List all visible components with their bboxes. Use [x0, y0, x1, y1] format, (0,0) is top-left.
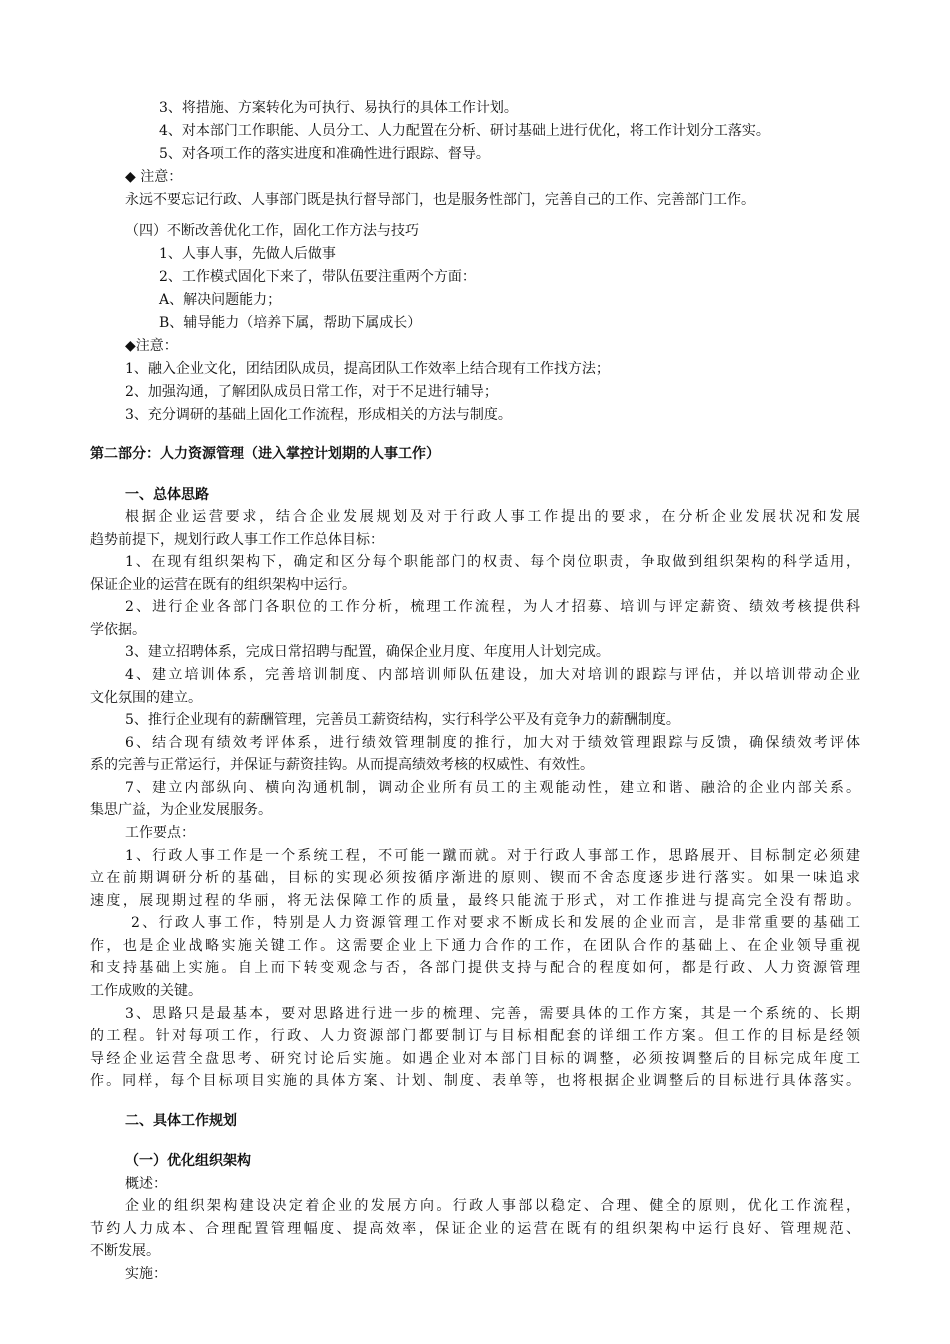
text-line: 速度，展现期过程的华丽，将无法保障工作的质量，最终只能流于形式，对工作推进与提高完全没有帮助。 — [90, 893, 860, 909]
text-line: 1、在现有组织架构下，确定和区分每个职能部门的权责、每个岗位职责，争取做到组织架构的科学适用， — [125, 554, 860, 570]
text-line: 保证企业的运营在既有的组织架构中运行。 — [90, 577, 356, 593]
text-line: 3、将措施、方案转化为可执行、易执行的具体工作计划。 — [159, 100, 518, 116]
section-heading: 二、具体工作规划 — [125, 1113, 237, 1129]
text-line: 趋势前提下，规划行政人事工作工作总体目标： — [90, 532, 384, 548]
text-line: 2、进行企业各部门各职位的工作分析，梳理工作流程，为人才招募、培训与评定薪资、绩效考核提供科 — [125, 599, 860, 615]
text-line: 2、工作模式固化下来了，带队伍要注重两个方面： — [159, 269, 476, 285]
text-line: A、解决问题能力； — [159, 292, 282, 308]
text-line: 永远不要忘记行政、人事部门既是执行督导部门，也是服务性部门，完善自己的工作、完善部门工作。 — [125, 192, 755, 208]
text-line: 作，也是企业战略实施关键工作。这需要企业上下通力合作的工作，在团队合作的基础上、在企业领导重视 — [90, 938, 860, 954]
text-line: 7、建立内部纵向、横向沟通机制，调动企业所有员工的主观能动性，建立和谐、融洽的企业内部关系。 — [125, 780, 860, 796]
text-line: 文化氛围的建立。 — [90, 690, 202, 706]
text-line: 6、结合现有绩效考评体系，进行绩效管理制度的推行，加大对于绩效管理跟踪与反馈，确保绩效考评体 — [125, 735, 860, 751]
text-line: 1、融入企业文化，团结团队成员，提高团队工作效率上结合现有工作找方法； — [125, 361, 610, 377]
text-line: 4、对本部门工作职能、人员分工、人力配置在分析、研讨基础上进行优化，将工作计划分工落实。 — [159, 123, 770, 139]
text-line: 2、行政人事工作，特别是人力资源管理工作对要求不断成长和发展的企业而言，是非常重要的基础工 — [131, 915, 860, 931]
text-line: 集思广益，为企业发展服务。 — [90, 802, 272, 818]
text-line: 立在前期调研分析的基础，目标的实现必须按循序渐进的原则、锲而不舍态度逐步进行落实。如果一味追求 — [90, 870, 860, 886]
text-line: 工作要点： — [125, 825, 195, 841]
text-line: 不断发展。 — [90, 1243, 160, 1259]
text-line: 和支持基础上实施。自上而下转变观念与否，各部门提供支持与配合的程度如何，都是行政、人力资源管理 — [90, 960, 860, 976]
text-line: 5、推行企业现有的薪酬管理，完善员工薪资结构，实行科学公平及有竞争力的薪酬制度。 — [125, 712, 680, 728]
text-line: 4、建立培训体系，完善培训制度、内部培训师队伍建设，加大对培训的跟踪与评估，并以培训带动企业 — [125, 667, 860, 683]
text-line: 5、对各项工作的落实进度和准确性进行跟踪、督导。 — [159, 146, 490, 162]
text-line: 工作成败的关键。 — [90, 983, 202, 999]
text-line: 3、思路只是最基本，要对思路进行进一步的梳理、完善，需要具体的工作方案，其是一个系统的、长期 — [125, 1006, 860, 1022]
text-line: 导经企业运营全盘思考、研究讨论后实施。如遇企业对本部门目标的调整，必须按调整后的目标完成年度工 — [90, 1051, 860, 1067]
text-line: 节约人力成本、合理配置管理幅度、提高效率，保证企业的运营在既有的组织架构中运行良好、管理规范、 — [90, 1221, 860, 1237]
text-line: 1、行政人事工作是一个系统工程，不可能一蹴而就。对于行政人事部工作，思路展开、目标制定必须建 — [125, 848, 860, 864]
text-line: 作。同样，每个目标项目实施的具体方案、计划、制度、表单等，也将根据企业调整后的目标进行具体落实。 — [90, 1073, 860, 1089]
text-line: B、辅导能力（培养下属，帮助下属成长） — [159, 315, 422, 331]
section-heading: （四）不断改善优化工作，固化工作方法与技巧 — [125, 223, 419, 239]
text-line: 3、充分调研的基础上固化工作流程，形成相关的方法与制度。 — [125, 407, 512, 423]
text-line: 系的完善与正常运行，并保证与薪资挂钩。从而提高绩效考核的权威性、有效性。 — [90, 757, 594, 773]
part-heading: 第二部分：人力资源管理（进入掌控计划期的人事工作） — [90, 446, 440, 462]
section-heading: 一、总体思路 — [125, 487, 209, 503]
note-label: ◆注意： — [125, 338, 178, 354]
text-line: 概述： — [125, 1176, 167, 1192]
text-line: 实施： — [125, 1266, 167, 1282]
note-label: ◆ 注意： — [125, 169, 183, 185]
text-line: 3、建立招聘体系，完成日常招聘与配置，确保企业月度、年度用人计划完成。 — [125, 644, 610, 660]
text-line: 企业的组织架构建设决定着企业的发展方向。行政人事部以稳定、合理、健全的原则，优化工作流程， — [125, 1198, 860, 1214]
text-line: 2、加强沟通，了解团队成员日常工作，对于不足进行辅导； — [125, 384, 498, 400]
text-line: 学依据。 — [90, 622, 146, 638]
text-line: 的工程。针对每项工作，行政、人力资源部门都要制订与目标相配套的详细工作方案。但工作的目标是经领 — [90, 1028, 860, 1044]
text-line: 根据企业运营要求，结合企业发展规划及对于行政人事工作提出的要求，在分析企业发展状况和发展 — [125, 509, 860, 525]
text-line: 1、人事人事，先做人后做事 — [159, 246, 336, 262]
subsection-heading: （一）优化组织架构 — [125, 1153, 251, 1169]
